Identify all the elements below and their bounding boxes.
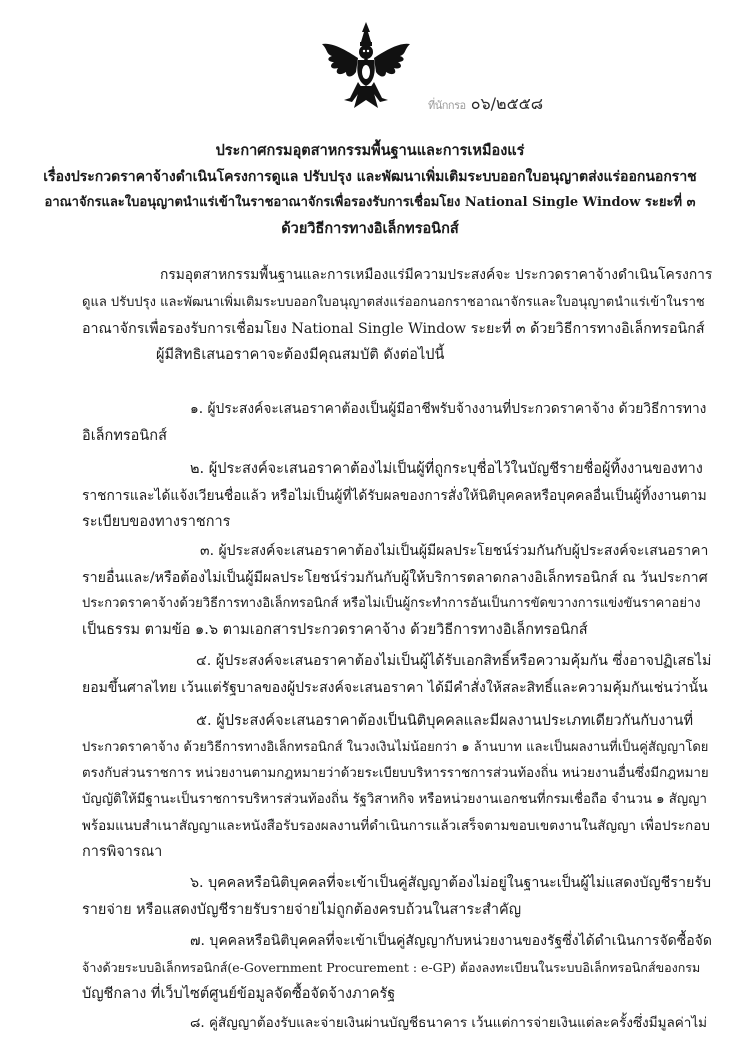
body-line: บัญญัติให้มีฐานะเป็นราชการบริหารส่วนท้องถิ่น รัฐวิสาหกิจ หรือหน่วยงานเอกชนที่กรมเชื่อถือ จำนวน ๑ สัญญา [82,792,707,807]
subject-line-2: อาณาจักรและใบอนุญาตนำแร่เข้าในราชอาณาจักรเพื่อรองรับการเชื่อมโยง National Single Window ระยะที่ ๓ [44,195,696,210]
body-line: อาณาจักรเพื่อรองรับการเชื่อมโยง National Single Window ระยะที่ ๓ ด้วยวิธีการทางอิเล็กทรอนิกส์ [82,321,705,337]
clause-8: ๘. คู่สัญญาต้องรับและจ่ายเงินผ่านบัญชีธนาคาร เว้นแต่การจ่ายเงินแต่ละครั้งซึ่งมีมูลค่าไม่ [190,1015,708,1031]
body-line: รายอื่นและ/หรือต้องไม่เป็นผู้มีผลประโยชน์ร่วมกันกับผู้ให้บริการตลาดกลางอิเล็กทรอนิกส์ ณ วันประกาศ [82,570,708,586]
body-line: จ้างด้วยระบบอิเล็กทรอนิกส์(e-Government Procurement : e-GP) ต้องลงทะเบียนในระบบอิเล็กทรอนิกส์ของกรม [82,960,701,975]
document-number [428,92,543,117]
body-line: อิเล็กทรอนิกส์ [82,428,167,444]
clause-5: ๕. ผู้ประสงค์จะเสนอราคาต้องเป็นนิติบุคคลและมีผลงานประเภทเดียวกันกับงานที่ [196,713,694,729]
body-line: ยอมขึ้นศาลไทย เว้นแต่รัฐบาลของผู้ประสงค์จะเสนอราคา ได้มีคำสั่งให้สละสิทธิ์และความคุ้มกันเช่นว่านั้น [82,680,708,696]
clause-6: ๖. บุคคลหรือนิติบุคคลที่จะเข้าเป็นคู่สัญญาต้องไม่อยู่ในฐานะเป็นผู้ไม่แสดงบัญชีรายรับ [190,875,711,891]
document-number-value: ๐๖/๒๕๕๘ [470,94,544,113]
body-line: ระเบียบของทางราชการ [82,514,231,530]
clause-1: ๑. ผู้ประสงค์จะเสนอราคาต้องเป็นผู้มีอาชีพรับจ้างงานที่ประกวดราคาจ้าง ด้วยวิธีการทาง [190,401,707,417]
body-line: รายจ่าย หรือแสดงบัญชีรายรับรายจ่ายไม่ถูกต้องครบถ้วนในสาระสำคัญ [82,902,522,918]
garuda-emblem-icon [318,20,414,112]
body-line: กรมอุตสาหกรรมพื้นฐานและการเหมืองแร่มีความประสงค์จะ ประกวดราคาจ้างดำเนินโครงการ [160,267,713,283]
announcement-title: ประกาศกรมอุตสาหกรรมพื้นฐานและการเหมืองแร่ [215,142,525,159]
body-line: ประกวดราคาจ้าง ด้วยวิธีการทางอิเล็กทรอนิกส์ ในวงเงินไม่น้อยกว่า ๑ ล้านบาท และเป็นผลงานที่เป็นคู่สัญญาโดย [82,740,709,755]
body-line: การพิจารณา [82,844,163,860]
clause-4: ๔. ผู้ประสงค์จะเสนอราคาต้องไม่เป็นผู้ได้รับเอกสิทธิ์หรือความคุ้มกัน ซึ่งอาจปฏิเสธไม่ [196,653,712,669]
document-number-prefix: ที่นักกรอ [428,99,466,112]
body-line: ดูแล ปรับปรุง และพัฒนาเพิ่มเติมระบบออกใบอนุญาตส่งแร่ออกนอกราชอาณาจักรและใบอนุญาตนำแร่เข้าในราช [82,295,705,310]
clause-2: ๒. ผู้ประสงค์จะเสนอราคาต้องไม่เป็นผู้ที่ถูกระบุชื่อไว้ในบัญชีรายชื่อผู้ทิ้งงานของทาง [190,461,703,477]
body-line: บัญชีกลาง ที่เว็บไซต์ศูนย์ข้อมูลจัดซื้อจัดจ้างภาครัฐ [82,986,396,1002]
subject-line-3: ด้วยวิธีการทางอิเล็กทรอนิกส์ [281,220,459,237]
body-line: ตรงกับส่วนราชการ หน่วยงานตามกฎหมายว่าด้วยระเบียบบริหารราชการส่วนท้องถิ่น หน่วยงานอื่นซึ่งมีกฎหมาย [82,766,709,781]
body-line: ผู้มีสิทธิเสนอราคาจะต้องมีคุณสมบัติ ดังต่อไปนี้ [156,347,445,363]
body-line: ราชการและได้แจ้งเวียนชื่อแล้ว หรือไม่เป็นผู้ที่ได้รับผลของการสั่งให้นิติบุคคลหรือบุคคลอื่นเป็นผู้ทิ้งงานตาม [82,488,707,504]
subject-line-1: เรื่องประกวดราคาจ้างดำเนินโครงการดูแล ปรับปรุง และพัฒนาเพิ่มเติมระบบออกใบอนุญาตส่งแร่ออกนอกราช [43,169,697,185]
clause-7: ๗. บุคคลหรือนิติบุคคลที่จะเข้าเป็นคู่สัญญากับหน่วยงานของรัฐซึ่งได้ดำเนินการจัดซื้อจัด [190,933,712,949]
body-line: พร้อมแนบสำเนาสัญญาและหนังสือรับรองผลงานที่ดำเนินการแล้วเสร็จตามขอบเขตงานในสัญญา เพื่อประกอบ [82,818,710,834]
body-line: ประกวดราคาจ้างด้วยวิธีการทางอิเล็กทรอนิกส์ หรือไม่เป็นผู้กระทำการอันเป็นการขัดขวางการแข่งขันราคาอย่าง [82,596,701,611]
body-line: เป็นธรรม ตามข้อ ๑.๖ ตามเอกสารประกวดราคาจ้าง ด้วยวิธีการทางอิเล็กทรอนิกส์ [82,622,588,638]
clause-3: ๓. ผู้ประสงค์จะเสนอราคาต้องไม่เป็นผู้มีผลประโยชน์ร่วมกันกับผู้ประสงค์จะเสนอราคา [200,543,709,559]
